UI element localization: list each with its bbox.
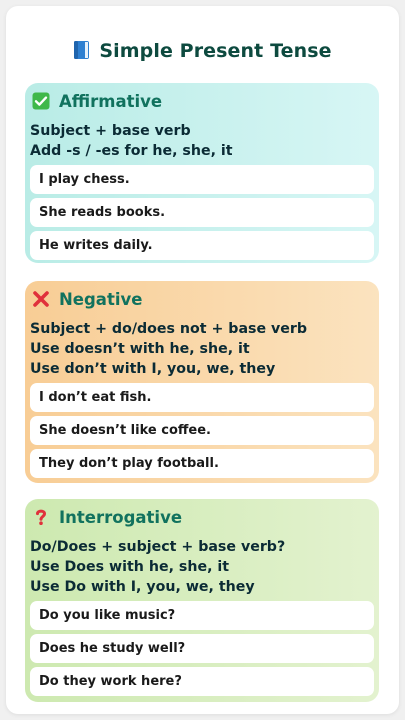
rule-line: Do/Does + subject + base verb? — [30, 539, 286, 555]
green-check-icon — [32, 92, 50, 110]
example-item: Do they work here? — [30, 667, 374, 696]
interrogative-heading — [32, 508, 182, 530]
rule-line: Use don’t with I, you, we, they — [30, 361, 276, 377]
negative-heading-text: Negative — [59, 290, 143, 309]
red-cross-icon — [32, 290, 50, 308]
page-title-text: Simple Present Tense — [99, 40, 332, 62]
example-item: He writes daily. — [30, 231, 374, 260]
example-item: She reads books. — [30, 198, 374, 227]
red-question-mark-icon — [32, 508, 50, 526]
rule-line: Subject + base verb — [30, 123, 191, 139]
negative-heading — [32, 290, 142, 312]
example-item: She doesn’t like coffee. — [30, 416, 374, 445]
example-item: Does he study well? — [30, 634, 374, 663]
blue-book-icon — [73, 40, 90, 60]
example-item: Do you like music? — [30, 601, 374, 630]
example-item: I play chess. — [30, 165, 374, 194]
lesson-card — [6, 6, 399, 714]
negative-section — [25, 281, 379, 483]
rule-line: Subject + do/does not + base verb — [30, 321, 308, 337]
interrogative-heading-text: Interrogative — [59, 508, 183, 527]
affirmative-section — [25, 83, 379, 263]
rule-line: Add -s / -es for he, she, it — [30, 143, 233, 159]
interrogative-section — [25, 499, 379, 702]
example-item: They don’t play football. — [30, 449, 374, 478]
rule-line: Use Do with I, you, we, they — [30, 579, 255, 595]
rule-line: Use Does with he, she, it — [30, 559, 230, 575]
affirmative-heading — [32, 92, 162, 114]
example-item: I don’t eat fish. — [30, 383, 374, 412]
negative-rules — [30, 319, 307, 379]
affirmative-heading-text: Affirmative — [59, 92, 163, 111]
page-title — [6, 40, 399, 62]
affirmative-rules — [30, 121, 233, 161]
interrogative-rules — [30, 537, 285, 597]
rule-line: Use doesn’t with he, she, it — [30, 341, 250, 357]
